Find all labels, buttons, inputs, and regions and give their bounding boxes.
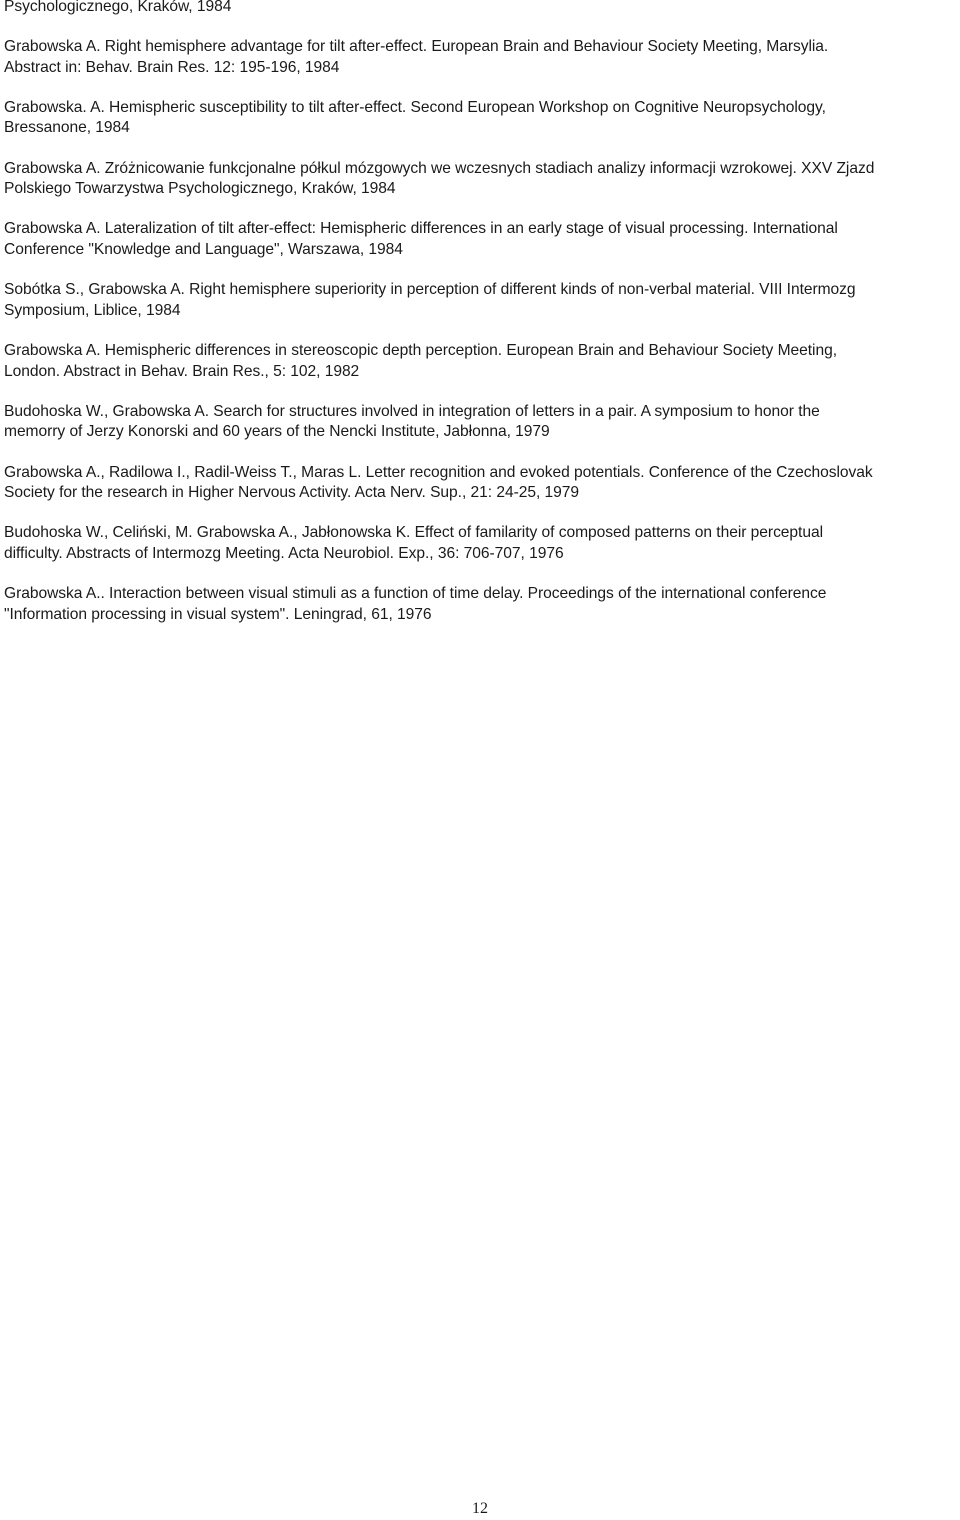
reference-entry	[4, 98, 958, 139]
reference-text: Grabowska A.. Interaction between visual stimuli as a function of time delay. Proceedings of the international conference "Information processing in visual system". Leningrad, 61, 1976	[4, 585, 827, 623]
page-number: 12	[472, 1500, 488, 1517]
reference-entry	[4, 523, 958, 564]
reference-entry	[4, 219, 958, 260]
reference-entry	[4, 280, 958, 321]
reference-entry	[4, 0, 958, 18]
reference-entry	[4, 37, 958, 78]
reference-list	[4, 0, 958, 645]
reference-text: Sobótka S., Grabowska A. Right hemisphere superiority in perception of different kinds of non-verbal material. VIII Intermozg Symposium, Liblice, 1984	[4, 281, 856, 319]
reference-text: Grabowska A. Right hemisphere advantage for tilt after-effect. European Brain and Behaviour Society Meeting, Marsylia. Abstract in: Behav. Brain Res. 12: 195-196, 1984	[4, 38, 829, 76]
reference-entry	[4, 341, 958, 382]
reference-text: Grabowska A. Zróżnicowanie funkcjonalne półkul mózgowych we wczesnych stadiach analizy informacji wzrokowej. XXV Zjazd Polskiego Towarzystwa Psychologicznego, Kraków, 1984	[4, 159, 875, 198]
reference-entry	[4, 159, 958, 200]
reference-text: Psychologicznego, Kraków, 1984	[4, 0, 232, 15]
reference-text: Budohoska W., Celiński, M. Grabowska A., Jabłonowska K. Effect of familarity of composed patterns on their perceptual difficulty. Abstracts of Intermozg Meeting. Acta Neurobiol. Exp., 36: 706-707, 1976	[4, 524, 823, 562]
reference-text: Budohoska W., Grabowska A. Search for structures involved in integration of letters in a pair. A symposium to honor the memorry of Jerzy Konorski and 60 years of the Nencki Institute, Jabłonna, 1979	[4, 402, 820, 441]
reference-entry	[4, 463, 958, 504]
reference-text: Grabowska A. Hemispheric differences in stereoscopic depth perception. European Brain and Behaviour Society Meeting, London. Abstract in Behav. Brain Res., 5: 102, 1982	[4, 342, 837, 380]
reference-entry	[4, 584, 958, 625]
reference-text: Grabowska. A. Hemispheric susceptibility to tilt after-effect. Second European Workshop on Cognitive Neuropsychology, Bressanone, 1984	[4, 98, 826, 137]
reference-text: Grabowska A., Radilowa I., Radil-Weiss T., Maras L. Letter recognition and evoked potentials. Conference of the Czechoslovak Society for the research in Higher Nervous Activity. Acta Nerv. Sup., 21: 24-25, 1979	[4, 463, 873, 502]
reference-text: Grabowska A. Lateralization of tilt after-effect: Hemispheric differences in an early stage of visual processing. International Conference "Knowledge and Language", Warszawa, 1984	[4, 220, 838, 258]
reference-entry	[4, 402, 958, 443]
